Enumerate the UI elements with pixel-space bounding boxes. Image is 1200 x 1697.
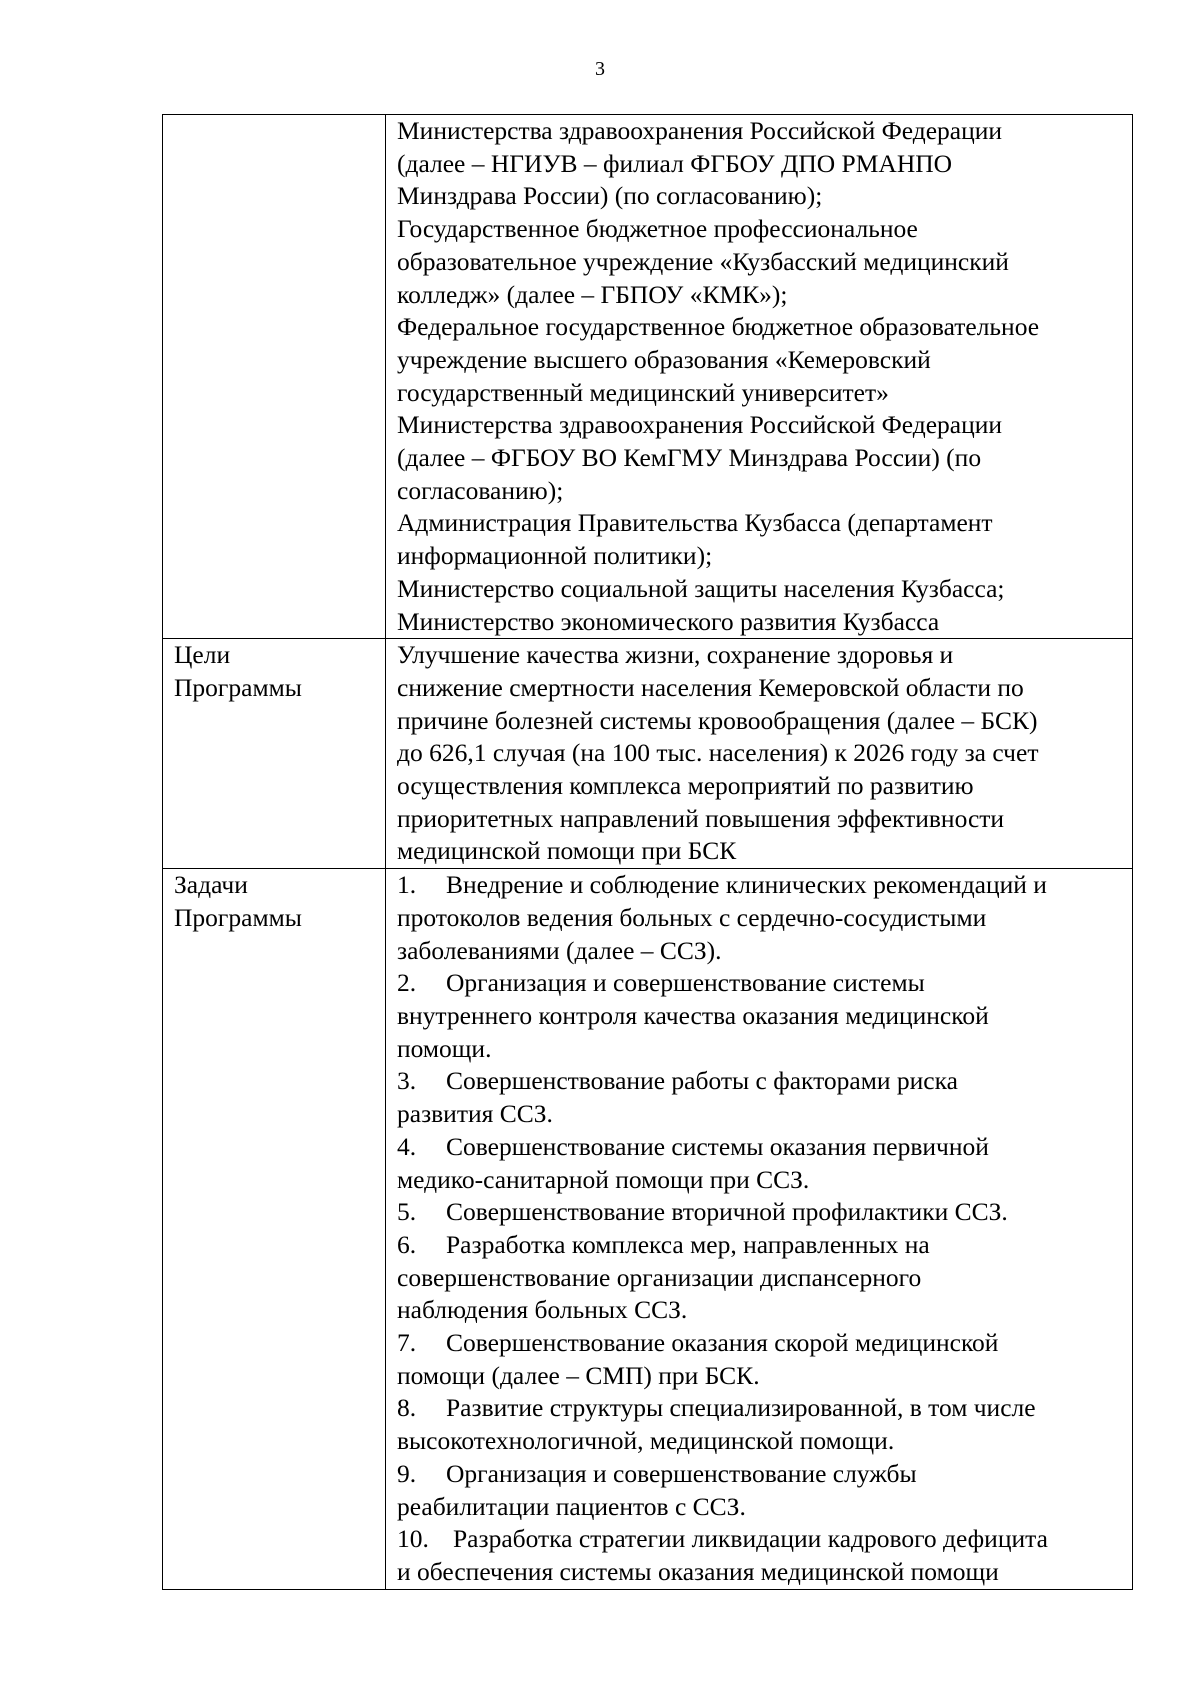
task-text: Организация и совершенствование системы xyxy=(446,968,925,998)
text-line: государственный медицинский университет» xyxy=(397,377,889,407)
text-line: Администрация Правительства Кузбасса (департамент xyxy=(397,508,993,538)
text-line: Государственное бюджетное профессиональное xyxy=(397,214,918,244)
task-text: медико-санитарной помощи при ССЗ. xyxy=(397,1164,810,1194)
task-line xyxy=(397,1033,1126,1066)
task-number: 6. xyxy=(397,1229,417,1259)
text-line: причине болезней системы кровообращения (далее – БСК) xyxy=(397,705,1038,735)
task-text: совершенствование организации диспансерного xyxy=(397,1262,922,1292)
task-text: внутреннего контроля качества оказания медицинской xyxy=(397,1000,989,1030)
task-text: и обеспечения системы оказания медицинской помощи xyxy=(397,1556,999,1586)
text-line: до 626,1 случая (на 100 тыс. населения) к 2026 году за счет xyxy=(397,738,1039,768)
task-line xyxy=(397,1196,1126,1229)
text-line: (далее – НГИУВ – филиал ФГБОУ ДПО РМАНПО xyxy=(397,148,953,178)
label-line: Программы xyxy=(174,672,302,702)
task-line xyxy=(397,1229,1126,1262)
task-text: Совершенствование системы оказания первичной xyxy=(446,1131,989,1161)
task-text: Разработка комплекса мер, направленных на xyxy=(446,1229,930,1259)
text-line: Министерства здравоохранения Российской Федерации xyxy=(397,116,1003,145)
task-number: 2. xyxy=(397,968,417,998)
task-text: помощи (далее – СМП) при БСК. xyxy=(397,1360,760,1390)
task-text: развития ССЗ. xyxy=(397,1099,553,1129)
task-number: 7. xyxy=(397,1328,417,1358)
table-row xyxy=(163,639,1133,869)
task-text: Совершенствование оказания скорой медицинской xyxy=(446,1328,999,1358)
task-line xyxy=(397,1491,1126,1524)
task-text: Организация и совершенствование службы xyxy=(446,1458,917,1488)
task-text: наблюдения больных ССЗ. xyxy=(397,1295,688,1325)
row-content xyxy=(386,639,1133,869)
task-line xyxy=(397,1294,1126,1327)
task-text: Развитие структуры специализированной, в том числе xyxy=(446,1393,1036,1423)
task-line xyxy=(397,1327,1126,1360)
task-text: Разработка стратегии ликвидации кадрового дефицита xyxy=(453,1524,1048,1554)
text-line: учреждение высшего образования «Кемеровский xyxy=(397,344,931,374)
task-text: помощи. xyxy=(397,1033,492,1063)
text-line: Министерства здравоохранения Российской Федерации xyxy=(397,410,1003,440)
program-table xyxy=(162,114,1133,1590)
text-line: осуществления комплекса мероприятий по развитию xyxy=(397,771,974,801)
text-line: приоритетных направлений повышения эффективности xyxy=(397,803,1005,833)
task-number: 8. xyxy=(397,1393,417,1423)
text-line: Улучшение качества жизни, сохранение здоровья и xyxy=(397,640,954,670)
task-number: 10. xyxy=(397,1524,429,1554)
task-text: протоколов ведения больных с сердечно-сосудистыми xyxy=(397,902,987,932)
task-line xyxy=(397,869,1126,902)
text-line: медицинской помощи при БСК xyxy=(397,836,737,866)
task-line xyxy=(397,967,1126,1000)
task-number: 3. xyxy=(397,1066,417,1096)
task-text: Совершенствование вторичной профилактики ССЗ. xyxy=(446,1197,1008,1227)
task-line xyxy=(397,1164,1126,1197)
text-line: образовательное учреждение «Кузбасский медицинский xyxy=(397,246,1009,276)
task-line xyxy=(397,1065,1126,1098)
label-line: Цели xyxy=(174,640,231,670)
task-text: высокотехнологичной, медицинской помощи. xyxy=(397,1426,895,1456)
row-label xyxy=(163,115,386,639)
task-number: 9. xyxy=(397,1458,417,1488)
task-number: 1. xyxy=(397,870,417,900)
label-line: Задачи xyxy=(174,870,248,900)
text-line: Минздрава России) (по согласованию); xyxy=(397,181,823,211)
task-line xyxy=(397,1098,1126,1131)
row-label xyxy=(163,869,386,1589)
label-line: Программы xyxy=(174,902,302,932)
task-number: 5. xyxy=(397,1197,417,1227)
task-number: 4. xyxy=(397,1131,417,1161)
row-content xyxy=(386,115,1133,639)
task-line xyxy=(397,902,1126,935)
table-row xyxy=(163,115,1133,639)
row-label xyxy=(163,639,386,869)
task-text: заболеваниями (далее – ССЗ). xyxy=(397,935,722,965)
task-text: Совершенствование работы с факторами риска xyxy=(446,1066,958,1096)
task-text: Внедрение и соблюдение клинических рекомендаций и xyxy=(446,870,1047,900)
text-line: Федеральное государственное бюджетное образовательное xyxy=(397,312,1040,342)
task-line xyxy=(397,1360,1126,1393)
task-text: реабилитации пациентов с ССЗ. xyxy=(397,1491,746,1521)
row-content xyxy=(386,869,1133,1589)
table-row xyxy=(163,869,1133,1589)
text-line: согласованию); xyxy=(397,475,564,505)
text-line: Министерство социальной защиты населения Кузбасса; xyxy=(397,573,1005,603)
text-line: информационной политики); xyxy=(397,541,713,571)
text-line: Министерство экономического развития Кузбасса xyxy=(397,606,940,636)
task-line xyxy=(397,1425,1126,1458)
task-line xyxy=(397,1458,1126,1491)
task-line xyxy=(397,1131,1126,1164)
task-line xyxy=(397,1262,1126,1295)
task-line xyxy=(397,1000,1126,1033)
text-line: снижение смертности населения Кемеровской области по xyxy=(397,672,1024,702)
page-number: 3 xyxy=(595,58,605,80)
task-line xyxy=(397,935,1126,968)
task-line xyxy=(397,1523,1126,1556)
task-line xyxy=(397,1556,1126,1589)
task-line xyxy=(397,1392,1126,1425)
text-line: колледж» (далее – ГБПОУ «КМК»); xyxy=(397,279,788,309)
text-line: (далее – ФГБОУ ВО КемГМУ Минздрава России) (по xyxy=(397,443,982,473)
